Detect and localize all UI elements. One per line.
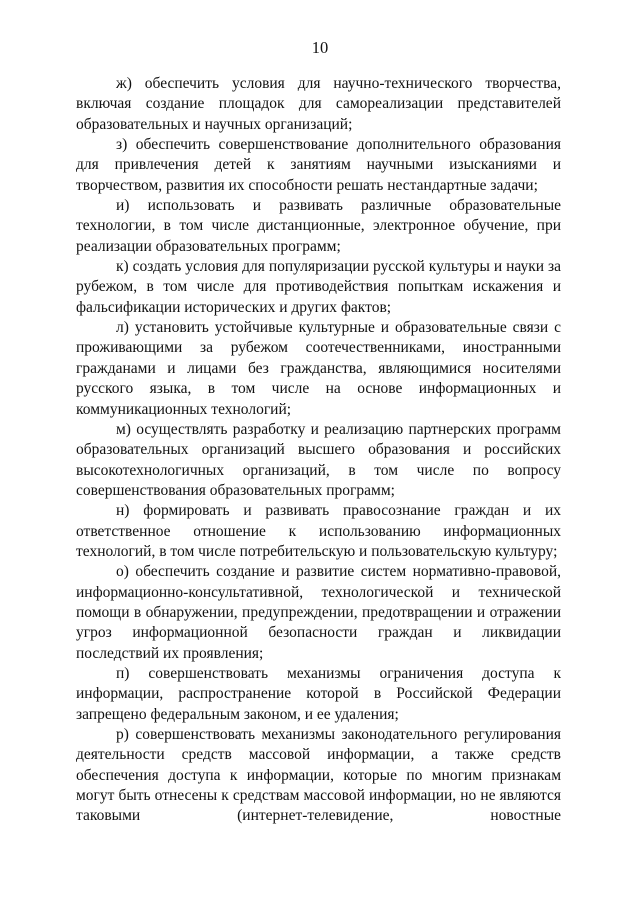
paragraph-zh: ж) обеспечить условия для научно-технического творчества, включая создание площадок для самореализации представителей образовательных и научных организаций; <box>76 75 561 133</box>
paragraph-o: о) обеспечить создание и развитие систем нормативно-правовой, информационно-консультативной, технологической и технической помощи в обнаружении, предупреждении, предотвращении и отражении угроз информационной безопасности граждан и ликвидации последствий их проявления; <box>76 563 561 662</box>
paragraph-l: л) установить устойчивые культурные и образовательные связи с проживающими за рубежом соотечественниками, иностранными гражданами и лицами без гражданства, являющимися носителями русского языка, в том числе на основе информационных и коммуникационных технологий; <box>76 319 561 418</box>
paragraph-i: и) использовать и развивать различные образовательные технологии, в том числе дистанционные, электронное обучение, при реализации образовательных программ; <box>76 197 561 255</box>
paragraph-n: н) формировать и развивать правосознание граждан и их ответственное отношение к использованию информационных технологий, в том числе потребительскую и пользовательскую культуру; <box>76 502 561 560</box>
paragraph-k: к) создать условия для популяризации русской культуры и науки за рубежом, в том числе для противодействия попыткам искажения и фальсификации исторических и других фактов; <box>76 258 561 316</box>
document-body <box>76 74 561 827</box>
paragraph-p: п) совершенствовать механизмы ограничения доступа к информации, распространение которой в Российской Федерации запрещено федеральным законом, и ее удаления; <box>76 664 561 723</box>
paragraph-z: з) обеспечить совершенствование дополнительного образования для привлечения детей к занятиям научными изысканиями и творчеством, развития их способности решать нестандартные задачи; <box>76 136 561 194</box>
page-number: 10 <box>311 38 329 57</box>
paragraph-m: м) осуществлять разработку и реализацию партнерских программ образовательных организаций высшего образования и российских высокотехнологичных организаций, в том числе по вопросу совершенствования образовательных программ; <box>76 420 561 499</box>
paragraph-r: р) совершенствовать механизмы законодательного регулирования деятельности средств массовой информации, а также средств обеспечения доступа к информации, которые по многим признакам могут быть отнесены к средствам массовой информации, но не являются таковыми (интернет-телевидение, новостные <box>76 726 561 825</box>
